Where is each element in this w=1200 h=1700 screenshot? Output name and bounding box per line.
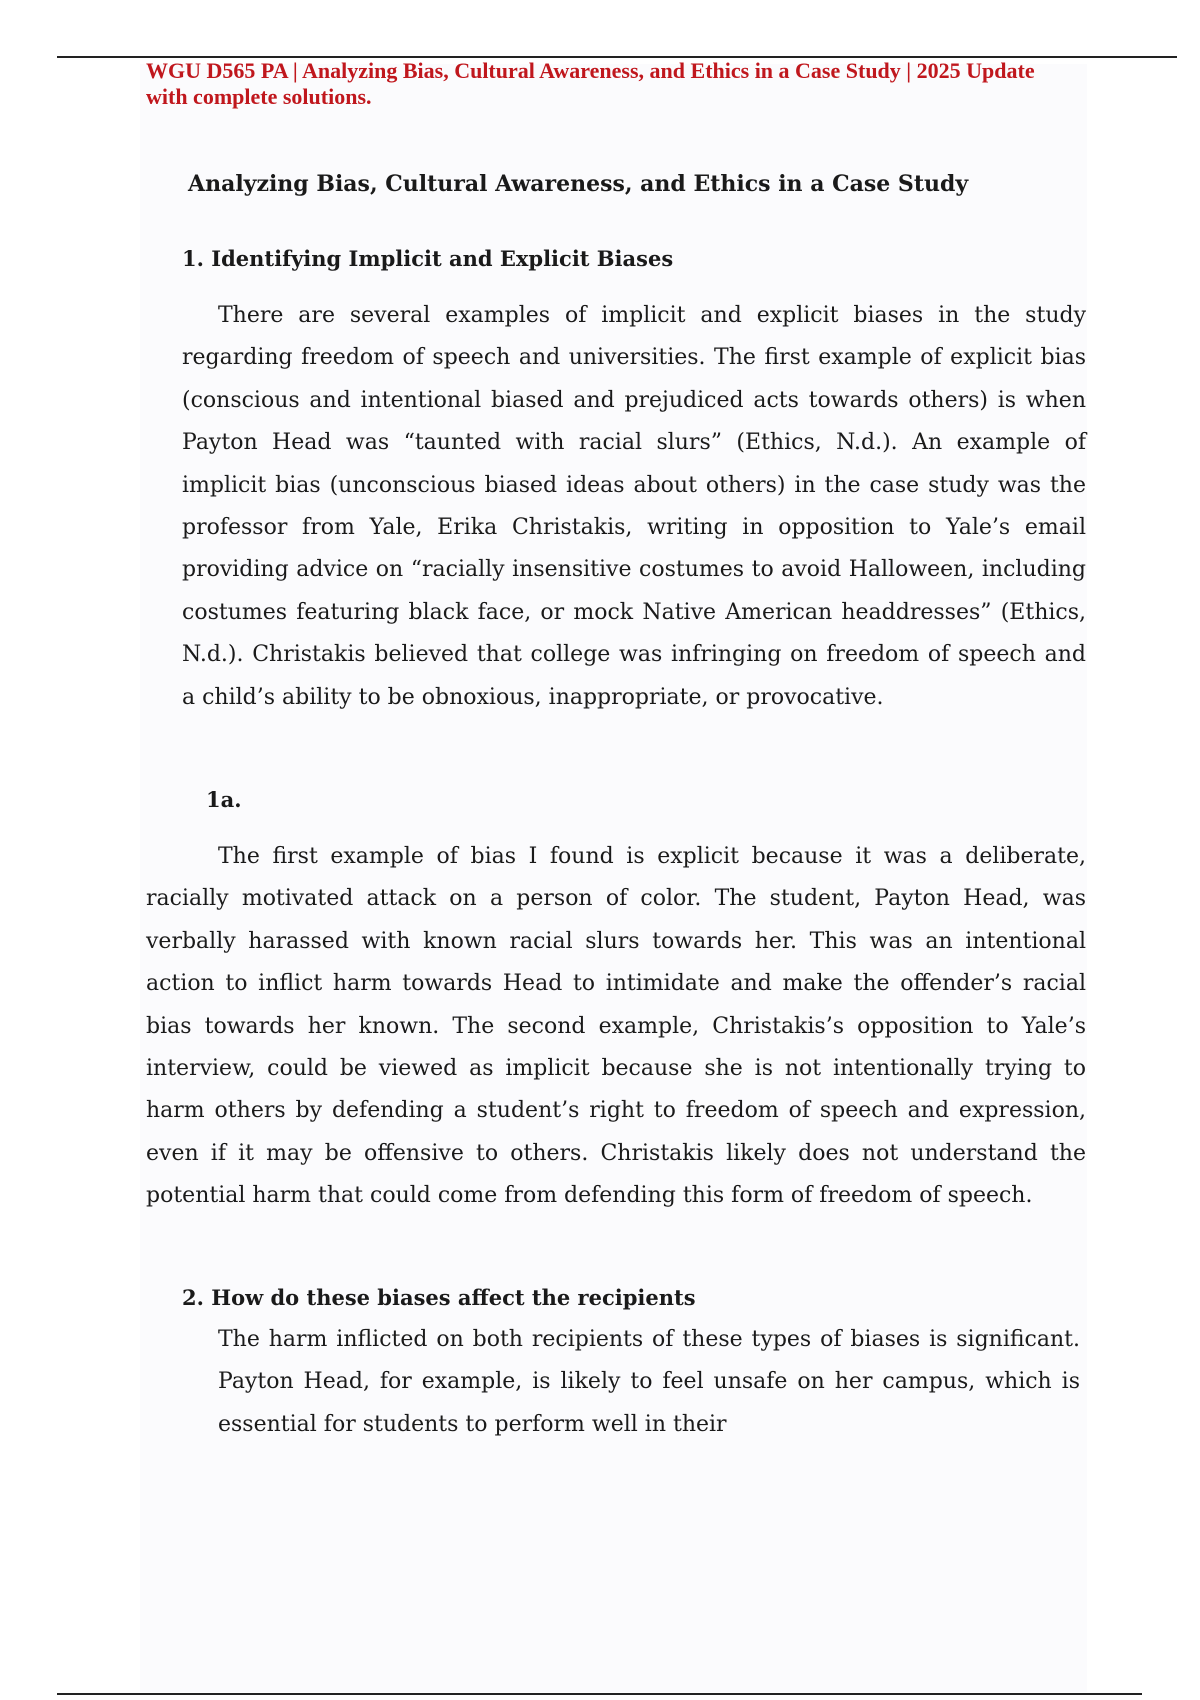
section-1-heading	[182, 245, 673, 273]
section-1-heading-text: Identifying Implicit and Explicit Biases	[211, 246, 674, 271]
bottom-divider	[57, 1693, 1142, 1695]
section-1a-label: 1a.	[206, 787, 242, 812]
section-1-number: 1.	[182, 246, 204, 271]
document-title: Analyzing Bias, Cultural Awareness, and Ethics in a Case Study	[188, 171, 969, 197]
section-2-heading-text: How do these biases affect the recipients	[211, 1285, 696, 1310]
header-banner: WGU D565 PA | Analyzing Bias, Cultural Awareness, and Ethics in a Case Study | 2025 Update with complete solutions.	[146, 58, 1035, 109]
section-2-number: 2.	[182, 1285, 204, 1310]
section-2-paragraph: The harm inflicted on both recipients of these types of biases is significant. Payton Head, for example, is likely to feel unsafe on her campus, which is essential for students to perform well in their	[218, 1327, 1080, 1437]
section-1a-paragraph: The first example of bias I found is explicit because it was a deliberate, racially motivated attack on a person of color. The student, Payton Head, was verbally harassed with known racial slurs towards her. This was an intentional action to inflict harm towards Head to intimidate and make the offender’s racial bias towards her known. The second example, Christakis’s opposition to Yale’s interview, could be viewed as implicit because she is not intentionally trying to harm others by defending a student’s right to freedom of speech and expression, even if it may be offensive to others. Christakis likely does not understand the potential harm that could come from defending this form of freedom of speech.	[146, 844, 1086, 1209]
section-1-paragraph: There are several examples of implicit and explicit biases in the study regarding freedom of speech and universities. The first example of explicit bias (conscious and intentional biased and prejudiced acts towards others) is when Payton Head was “taunted with racial slurs” (Ethics, N.d.). An example of implicit bias (unconscious biased ideas about others) in the case study was the professor from Yale, Erika Christakis, writing in opposition to Yale’s email providing advice on “racially insensitive costumes to avoid Halloween, including costumes featuring black face, or mock Native American headdresses” (Ethics, N.d.). Christakis believed that college was infringing on freedom of speech and a child’s ability to be obnoxious, inappropriate, or provocative.	[182, 303, 1086, 710]
section-2-heading	[182, 1284, 696, 1312]
